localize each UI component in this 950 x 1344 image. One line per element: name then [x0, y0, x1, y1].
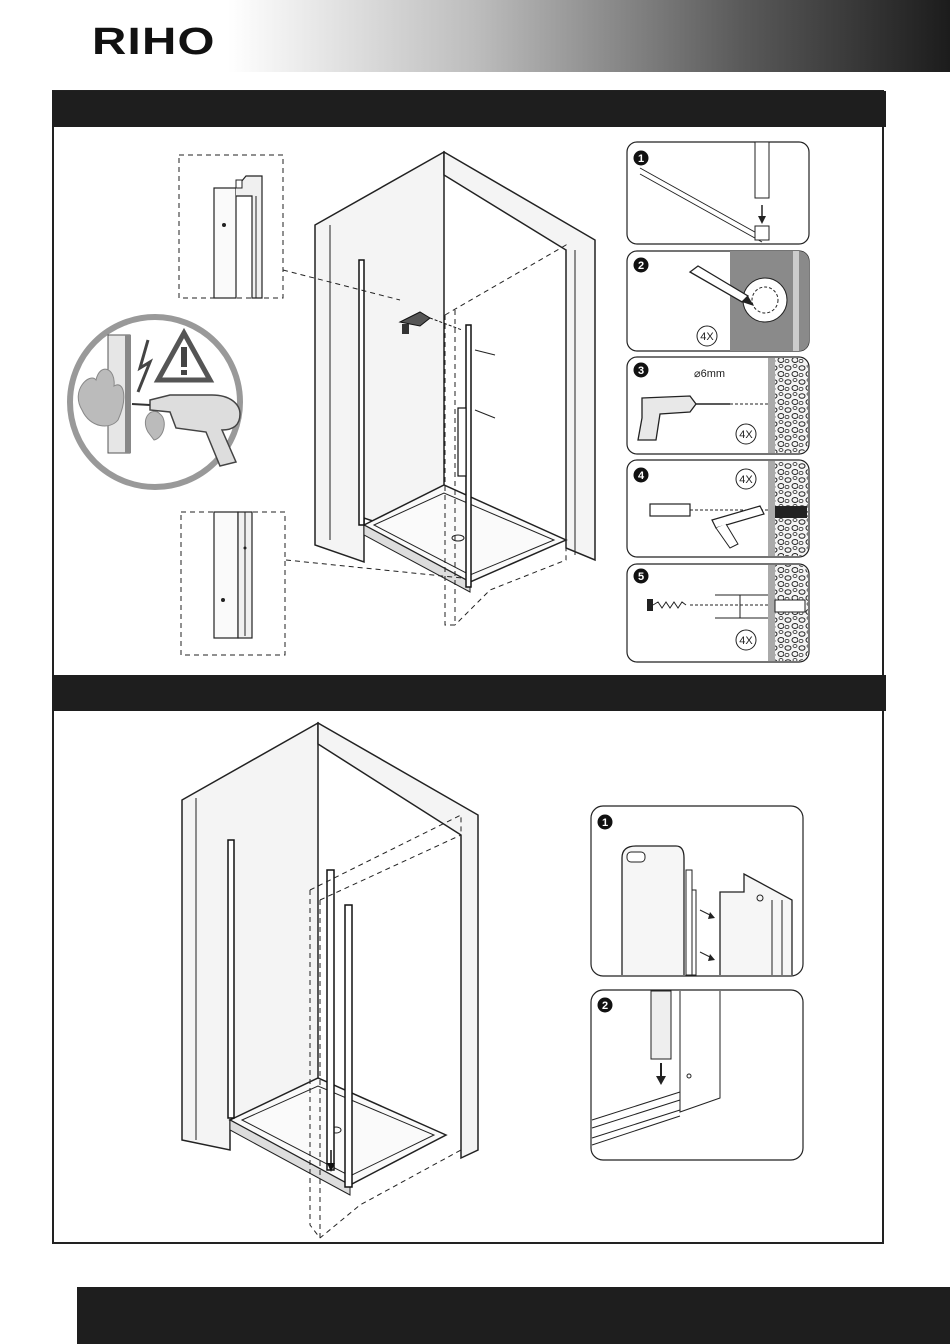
warning-illustration — [70, 317, 240, 487]
step1-panel — [627, 142, 809, 244]
profile-detail-bottom — [181, 512, 285, 655]
step-number: 2 — [601, 1000, 609, 1012]
s2-step-badge-1 — [598, 815, 613, 830]
step-number: 2 — [637, 260, 645, 272]
qty-label: 4X — [700, 331, 714, 343]
step-badge-2 — [634, 258, 649, 273]
step-number: 5 — [637, 571, 645, 583]
qty-label: 4X — [739, 429, 753, 441]
s2-step1-panel — [591, 806, 803, 976]
qty-badge — [697, 326, 717, 346]
step-number: 4 — [637, 470, 645, 482]
step-number: 1 — [601, 817, 609, 829]
step-badge-5 — [634, 569, 649, 584]
profile-detail-top — [179, 155, 283, 298]
step-badge-3 — [634, 363, 649, 378]
s2-step2-panel — [591, 990, 803, 1160]
drill-size-label: ⌀6mm — [694, 368, 726, 380]
step-number: 3 — [637, 365, 645, 377]
step5-panel — [627, 564, 809, 662]
qty-label: 4X — [739, 474, 753, 486]
brand-logo: RIHO — [92, 21, 216, 63]
step-badge-1 — [634, 151, 649, 166]
step-number: 1 — [637, 153, 645, 165]
step2-panel — [627, 251, 809, 351]
qty-label: 4X — [739, 635, 753, 647]
section2-main-drawing — [182, 723, 478, 1238]
qty-badge — [736, 469, 756, 489]
s2-step-badge-2 — [598, 998, 613, 1013]
section1-main-drawing — [283, 152, 595, 625]
qty-badge — [736, 424, 756, 444]
step4-panel — [627, 460, 809, 557]
step-badge-4 — [634, 468, 649, 483]
qty-badge — [736, 630, 756, 650]
